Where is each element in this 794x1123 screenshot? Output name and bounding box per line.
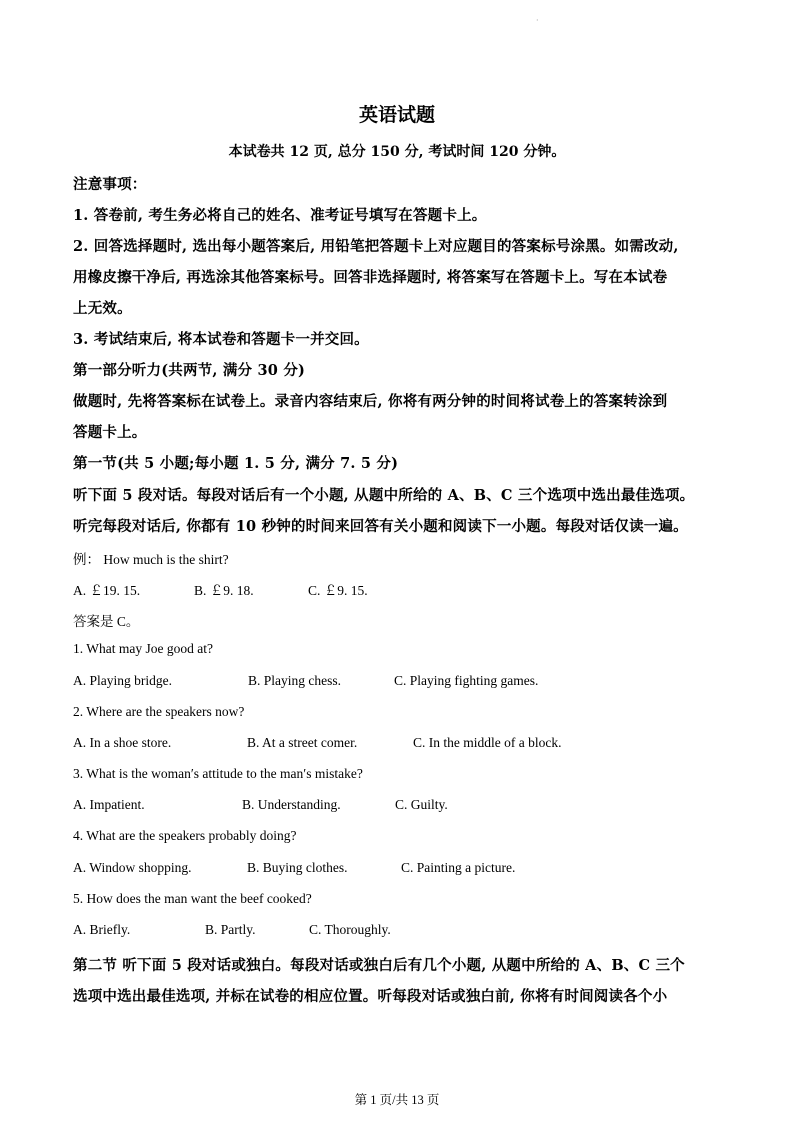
part1-instructions: 做题时, 先将答案标在试卷上。录音内容结束后, 你将有两分钟的时间将试卷上的答案转涂到 [73, 393, 668, 410]
notice-heading: 注意事项： [73, 176, 147, 193]
example-option-b: B. ￡9. 18. [194, 583, 254, 598]
page-number: 第 1 页/共 13 页 [354, 1093, 440, 1107]
question-3-option-c: C. Guilty. [395, 797, 448, 812]
decorative-dot: · [536, 16, 539, 25]
part1-instructions: 答题卡上。 [73, 424, 147, 441]
example-question: 例： How much is the shirt? [73, 552, 229, 567]
question-1-option-a: A. Playing bridge. [73, 673, 172, 688]
notice-line: 用橡皮擦干净后, 再选涂其他答案标号。回答非选择题时, 将答案写在答题卡上。写在本试卷 [73, 269, 668, 286]
section1-heading: 第一节(共 5 小题;每小题 1. 5 分, 满分 7. 5 分) [73, 455, 399, 472]
exam-title: 英语试题 [358, 104, 435, 126]
question-5: 5. How does the man want the beef cooked? [73, 891, 312, 906]
question-5-option-b: B. Partly. [205, 922, 256, 937]
question-5-option-c: C. Thoroughly. [309, 922, 391, 937]
section2-instructions: 第二节 听下面 5 段对话或独白。每段对话或独白后有几个小题, 从题中所给的 A、B、C 三个 [73, 957, 685, 974]
question-4-option-b: B. Buying clothes. [247, 860, 348, 875]
notice-line: 上无效。 [73, 300, 132, 317]
question-1-option-b: B. Playing chess. [248, 673, 341, 688]
section1-instructions: 听完每段对话后, 你都有 10 秒钟的时间来回答有关小题和阅读下一小题。每段对话仅读一遍。 [73, 518, 688, 535]
question-3: 3. What is the woman′s attitude to the man′s mistake? [73, 766, 363, 781]
question-1-option-c: C. Playing fighting games. [394, 673, 539, 688]
question-2-option-a: A. In a shoe store. [73, 735, 172, 750]
notice-line: 1. 答卷前, 考生务必将自己的姓名、准考证号填写在答题卡上。 [73, 207, 487, 224]
example-option-a: A. ￡19. 15. [73, 583, 141, 598]
notice-line: 3. 考试结束后, 将本试卷和答题卡一并交回。 [73, 331, 369, 348]
question-3-option-a: A. Impatient. [73, 797, 145, 812]
exam-subtitle: 本试卷共 12 页, 总分 150 分, 考试时间 120 分钟。 [228, 144, 566, 160]
question-1: 1. What may Joe good at? [73, 641, 213, 656]
question-2: 2. Where are the speakers now? [73, 704, 245, 719]
question-4-option-c: C. Painting a picture. [401, 860, 516, 875]
section1-instructions: 听下面 5 段对话。每段对话后有一个小题, 从题中所给的 A、B、C 三个选项中选出最佳选项。 [73, 487, 695, 504]
question-4-option-a: A. Window shopping. [73, 860, 192, 875]
notice-line: 2. 回答选择题时, 选出每小题答案后, 用铅笔把答题卡上对应题目的答案标号涂黑。如需改动, [73, 238, 679, 255]
example-answer: 答案是 C。 [73, 614, 140, 629]
question-5-option-a: A. Briefly. [73, 922, 131, 937]
question-4: 4. What are the speakers probably doing? [73, 828, 297, 843]
question-2-option-c: C. In the middle of a block. [413, 735, 562, 750]
section2-instructions: 选项中选出最佳选项, 并标在试卷的相应位置。听每段对话或独白前, 你将有时间阅读各个小 [73, 988, 668, 1005]
example-option-c: C. ￡9. 15. [308, 583, 368, 598]
question-2-option-b: B. At a street comer. [247, 735, 358, 750]
question-3-option-b: B. Understanding. [242, 797, 341, 812]
part1-heading: 第一部分听力(共两节, 满分 30 分) [73, 362, 306, 379]
